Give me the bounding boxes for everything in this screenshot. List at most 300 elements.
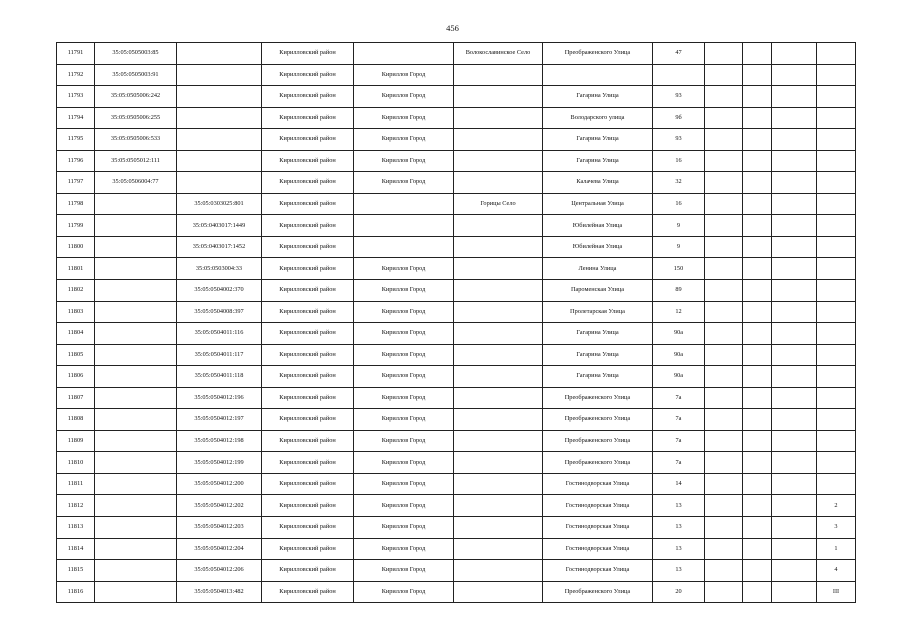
table-row [57,409,856,431]
apartment-cell [817,129,856,151]
extra-cell-1 [705,107,743,129]
cadastral-number-alt-cell [177,129,262,151]
city-cell: Кириллов Город [354,409,454,431]
extra-cell-2 [743,387,772,409]
extra-cell-2 [743,280,772,302]
house-number-cell: 13 [653,560,705,582]
extra-cell-1 [705,280,743,302]
extra-cell-3 [772,129,817,151]
row-number-cell: 11815 [57,560,95,582]
district-cell: Кирилловский район [262,452,354,474]
apartment-cell [817,344,856,366]
table-row [57,236,856,258]
cadastral-number-alt-cell: 35:05:0504012:202 [177,495,262,517]
district-cell: Кирилловский район [262,43,354,65]
settlement-cell [454,452,543,474]
settlement-cell [454,344,543,366]
cadastral-number-alt-cell: 35:05:0504012:199 [177,452,262,474]
extra-cell-3 [772,344,817,366]
house-number-cell: 90а [653,366,705,388]
table-row [57,495,856,517]
extra-cell-3 [772,409,817,431]
district-cell: Кирилловский район [262,560,354,582]
house-number-cell: 7а [653,452,705,474]
extra-cell-2 [743,473,772,495]
district-cell: Кирилловский район [262,581,354,603]
settlement-cell [454,538,543,560]
table-row [57,107,856,129]
row-number-cell: 11808 [57,409,95,431]
extra-cell-3 [772,495,817,517]
house-number-cell: 47 [653,43,705,65]
cadastral-number-cell [95,473,177,495]
apartment-cell [817,473,856,495]
settlement-cell [454,366,543,388]
apartment-cell: III [817,581,856,603]
extra-cell-2 [743,301,772,323]
settlement-cell [454,560,543,582]
house-number-cell: 9 [653,236,705,258]
cadastral-number-alt-cell: 35:05:0403017:1449 [177,215,262,237]
cadastral-number-cell [95,366,177,388]
extra-cell-3 [772,172,817,194]
apartment-cell [817,387,856,409]
district-cell: Кирилловский район [262,301,354,323]
settlement-cell [454,473,543,495]
extra-cell-1 [705,86,743,108]
table-row [57,581,856,603]
street-cell: Володарского улица [543,107,653,129]
street-cell: Гагарина Улица [543,323,653,345]
settlement-cell [454,409,543,431]
street-cell: Гостинодворская Улица [543,538,653,560]
cadastral-number-alt-cell: 35:05:0504012:198 [177,430,262,452]
extra-cell-1 [705,215,743,237]
row-number-cell: 11797 [57,172,95,194]
city-cell: Кириллов Город [354,344,454,366]
row-number-cell: 11813 [57,517,95,539]
extra-cell-2 [743,560,772,582]
row-number-cell: 11809 [57,430,95,452]
cadastral-number-cell [95,517,177,539]
cadastral-number-cell [95,258,177,280]
street-cell: Гагарина Улица [543,344,653,366]
cadastral-number-cell [95,193,177,215]
extra-cell-3 [772,387,817,409]
extra-cell-1 [705,236,743,258]
apartment-cell [817,107,856,129]
cadastral-number-cell [95,387,177,409]
row-number-cell: 11812 [57,495,95,517]
apartment-cell [817,236,856,258]
city-cell: Кириллов Город [354,495,454,517]
apartment-cell [817,172,856,194]
extra-cell-2 [743,495,772,517]
settlement-cell [454,517,543,539]
extra-cell-3 [772,258,817,280]
house-number-cell: 90а [653,323,705,345]
extra-cell-3 [772,473,817,495]
house-number-cell: 14 [653,473,705,495]
row-number-cell: 11796 [57,150,95,172]
extra-cell-2 [743,581,772,603]
extra-cell-1 [705,452,743,474]
settlement-cell [454,129,543,151]
cadastral-number-alt-cell: 35:05:0504012:196 [177,387,262,409]
row-number-cell: 11810 [57,452,95,474]
extra-cell-2 [743,64,772,86]
cadastral-number-alt-cell: 35:05:0303025:801 [177,193,262,215]
cadastral-number-cell [95,538,177,560]
apartment-cell [817,452,856,474]
house-number-cell: 90а [653,344,705,366]
cadastral-number-cell: 35:05:0505003:85 [95,43,177,65]
street-cell: Гагарина Улица [543,129,653,151]
row-number-cell: 11805 [57,344,95,366]
row-number-cell: 11803 [57,301,95,323]
extra-cell-3 [772,301,817,323]
street-cell: Гагарина Улица [543,366,653,388]
house-number-cell: 16 [653,193,705,215]
city-cell: Кириллов Город [354,366,454,388]
house-number-cell: 9 [653,215,705,237]
apartment-cell [817,86,856,108]
extra-cell-2 [743,215,772,237]
district-cell: Кирилловский район [262,409,354,431]
cadastral-number-cell [95,280,177,302]
apartment-cell [817,323,856,345]
cadastral-number-alt-cell: 35:05:0504011:118 [177,366,262,388]
table-row [57,193,856,215]
cadastral-number-alt-cell [177,43,262,65]
city-cell: Кириллов Город [354,517,454,539]
extra-cell-2 [743,172,772,194]
table-row [57,86,856,108]
row-number-cell: 11811 [57,473,95,495]
table-row [57,129,856,151]
extra-cell-3 [772,86,817,108]
extra-cell-3 [772,64,817,86]
extra-cell-2 [743,323,772,345]
cadastral-number-alt-cell [177,64,262,86]
extra-cell-1 [705,150,743,172]
house-number-cell: 93 [653,129,705,151]
extra-cell-3 [772,430,817,452]
settlement-cell [454,495,543,517]
street-cell: Преображенского Улица [543,43,653,65]
cadastral-number-cell [95,215,177,237]
cadastral-number-cell [95,236,177,258]
apartment-cell [817,193,856,215]
extra-cell-3 [772,323,817,345]
cadastral-number-alt-cell [177,150,262,172]
extra-cell-1 [705,344,743,366]
city-cell: Кириллов Город [354,452,454,474]
city-cell: Кириллов Город [354,538,454,560]
house-number-cell: 7а [653,430,705,452]
street-cell: Гагарина Улица [543,150,653,172]
extra-cell-2 [743,409,772,431]
settlement-cell: Горицы Село [454,193,543,215]
extra-cell-2 [743,430,772,452]
table-row [57,473,856,495]
city-cell: Кириллов Город [354,430,454,452]
extra-cell-3 [772,43,817,65]
city-cell: Кириллов Город [354,258,454,280]
extra-cell-2 [743,258,772,280]
row-number-cell: 11795 [57,129,95,151]
extra-cell-2 [743,452,772,474]
city-cell [354,43,454,65]
street-cell: Преображенского Улица [543,409,653,431]
settlement-cell: Волокославинское Село [454,43,543,65]
row-number-cell: 11793 [57,86,95,108]
house-number-cell: 20 [653,581,705,603]
apartment-cell [817,366,856,388]
cadastral-number-cell [95,301,177,323]
extra-cell-1 [705,560,743,582]
cadastral-number-alt-cell: 35:05:0504011:117 [177,344,262,366]
table-row [57,560,856,582]
extra-cell-2 [743,236,772,258]
extra-cell-1 [705,43,743,65]
house-number-cell: 13 [653,517,705,539]
city-cell: Кириллов Город [354,301,454,323]
house-number-cell: 12 [653,301,705,323]
cadastral-number-cell [95,581,177,603]
extra-cell-1 [705,387,743,409]
district-cell: Кирилловский район [262,323,354,345]
cadastral-number-alt-cell: 35:05:0504013:482 [177,581,262,603]
apartment-cell [817,280,856,302]
row-number-cell: 11791 [57,43,95,65]
district-cell: Кирилловский район [262,86,354,108]
house-number-cell: 150 [653,258,705,280]
cadastral-number-cell [95,344,177,366]
table-row [57,452,856,474]
house-number-cell: 13 [653,495,705,517]
settlement-cell [454,64,543,86]
row-number-cell: 11814 [57,538,95,560]
extra-cell-1 [705,495,743,517]
city-cell: Кириллов Город [354,323,454,345]
row-number-cell: 11806 [57,366,95,388]
table-row [57,258,856,280]
settlement-cell [454,236,543,258]
extra-cell-1 [705,409,743,431]
cadastral-number-alt-cell: 35:05:0504012:200 [177,473,262,495]
extra-cell-1 [705,258,743,280]
row-number-cell: 11816 [57,581,95,603]
table-row [57,323,856,345]
cadastral-number-cell: 35:05:0505006:533 [95,129,177,151]
extra-cell-3 [772,107,817,129]
extra-cell-1 [705,366,743,388]
extra-cell-3 [772,215,817,237]
street-cell: Преображенского Улица [543,387,653,409]
table-row [57,172,856,194]
district-cell: Кирилловский район [262,387,354,409]
table-row [57,280,856,302]
city-cell: Кириллов Город [354,387,454,409]
extra-cell-2 [743,344,772,366]
extra-cell-1 [705,473,743,495]
street-cell: Пароменская Улица [543,280,653,302]
extra-cell-1 [705,430,743,452]
cadastral-number-alt-cell: 35:05:0403017:1452 [177,236,262,258]
cadastral-number-cell [95,560,177,582]
extra-cell-2 [743,107,772,129]
settlement-cell [454,215,543,237]
city-cell: Кириллов Город [354,107,454,129]
table-row [57,301,856,323]
cadastral-number-alt-cell: 35:05:0504012:197 [177,409,262,431]
cadastral-number-cell [95,495,177,517]
cadastral-number-alt-cell [177,107,262,129]
extra-cell-2 [743,86,772,108]
apartment-cell [817,258,856,280]
extra-cell-3 [772,517,817,539]
row-number-cell: 11804 [57,323,95,345]
extra-cell-1 [705,64,743,86]
settlement-cell [454,387,543,409]
extra-cell-3 [772,581,817,603]
settlement-cell [454,258,543,280]
extra-cell-3 [772,193,817,215]
table-row [57,344,856,366]
apartment-cell [817,64,856,86]
extra-cell-3 [772,560,817,582]
district-cell: Кирилловский район [262,366,354,388]
cadastral-number-cell [95,452,177,474]
page-number: 456 [446,23,459,33]
cadastral-number-alt-cell: 35:05:0503004:33 [177,258,262,280]
street-cell: Преображенского Улица [543,430,653,452]
register-body [57,43,856,603]
street-cell: Ленина Улица [543,258,653,280]
extra-cell-3 [772,452,817,474]
table-row [57,150,856,172]
extra-cell-2 [743,150,772,172]
cadastral-number-cell [95,323,177,345]
table-row [57,387,856,409]
row-number-cell: 11800 [57,236,95,258]
row-number-cell: 11801 [57,258,95,280]
street-cell: Гостинодворская Улица [543,473,653,495]
cadastral-number-alt-cell: 35:05:0504002:370 [177,280,262,302]
city-cell: Кириллов Город [354,150,454,172]
district-cell: Кирилловский район [262,193,354,215]
district-cell: Кирилловский район [262,64,354,86]
row-number-cell: 11792 [57,64,95,86]
table-row [57,430,856,452]
house-number-cell: 9б [653,107,705,129]
extra-cell-1 [705,193,743,215]
cadastral-number-alt-cell: 35:05:0504012:203 [177,517,262,539]
apartment-cell: 4 [817,560,856,582]
cadastral-number-alt-cell: 35:05:0504012:204 [177,538,262,560]
extra-cell-1 [705,129,743,151]
district-cell: Кирилловский район [262,495,354,517]
settlement-cell [454,430,543,452]
house-number-cell: 89 [653,280,705,302]
extra-cell-2 [743,193,772,215]
house-number-cell: 32 [653,172,705,194]
row-number-cell: 11798 [57,193,95,215]
city-cell: Кириллов Город [354,86,454,108]
district-cell: Кирилловский район [262,473,354,495]
district-cell: Кирилловский район [262,344,354,366]
extra-cell-3 [772,236,817,258]
street-cell: Преображенского Улица [543,452,653,474]
apartment-cell [817,43,856,65]
apartment-cell: 2 [817,495,856,517]
apartment-cell [817,430,856,452]
street-cell: Юбилейная Улица [543,215,653,237]
extra-cell-1 [705,538,743,560]
city-cell: Кириллов Город [354,581,454,603]
city-cell [354,215,454,237]
city-cell [354,193,454,215]
district-cell: Кирилловский район [262,172,354,194]
table-row [57,215,856,237]
apartment-cell [817,409,856,431]
house-number-cell: 7а [653,387,705,409]
city-cell: Кириллов Город [354,64,454,86]
district-cell: Кирилловский район [262,430,354,452]
street-cell: Гостинодворская Улица [543,560,653,582]
cadastral-number-cell: 35:05:0505006:255 [95,107,177,129]
extra-cell-1 [705,323,743,345]
apartment-cell [817,215,856,237]
settlement-cell [454,581,543,603]
cadastral-number-alt-cell [177,172,262,194]
apartment-cell: 1 [817,538,856,560]
city-cell: Кириллов Город [354,172,454,194]
street-cell [543,64,653,86]
cadastral-number-alt-cell: 35:05:0504012:206 [177,560,262,582]
extra-cell-2 [743,538,772,560]
street-cell: Гостинодворская Улица [543,517,653,539]
row-number-cell: 11799 [57,215,95,237]
extra-cell-2 [743,366,772,388]
extra-cell-1 [705,581,743,603]
house-number-cell: 7а [653,409,705,431]
district-cell: Кирилловский район [262,129,354,151]
city-cell: Кириллов Город [354,560,454,582]
city-cell: Кириллов Город [354,129,454,151]
settlement-cell [454,323,543,345]
settlement-cell [454,107,543,129]
district-cell: Кирилловский район [262,236,354,258]
apartment-cell [817,301,856,323]
extra-cell-1 [705,301,743,323]
district-cell: Кирилловский район [262,107,354,129]
district-cell: Кирилловский район [262,215,354,237]
cadastral-number-alt-cell [177,86,262,108]
settlement-cell [454,172,543,194]
district-cell: Кирилловский район [262,258,354,280]
street-cell: Пролетарская Улица [543,301,653,323]
extra-cell-3 [772,366,817,388]
row-number-cell: 11807 [57,387,95,409]
street-cell: Центральная Улица [543,193,653,215]
register-table [56,42,856,603]
city-cell: Кириллов Город [354,473,454,495]
extra-cell-3 [772,150,817,172]
extra-cell-1 [705,517,743,539]
city-cell: Кириллов Город [354,280,454,302]
